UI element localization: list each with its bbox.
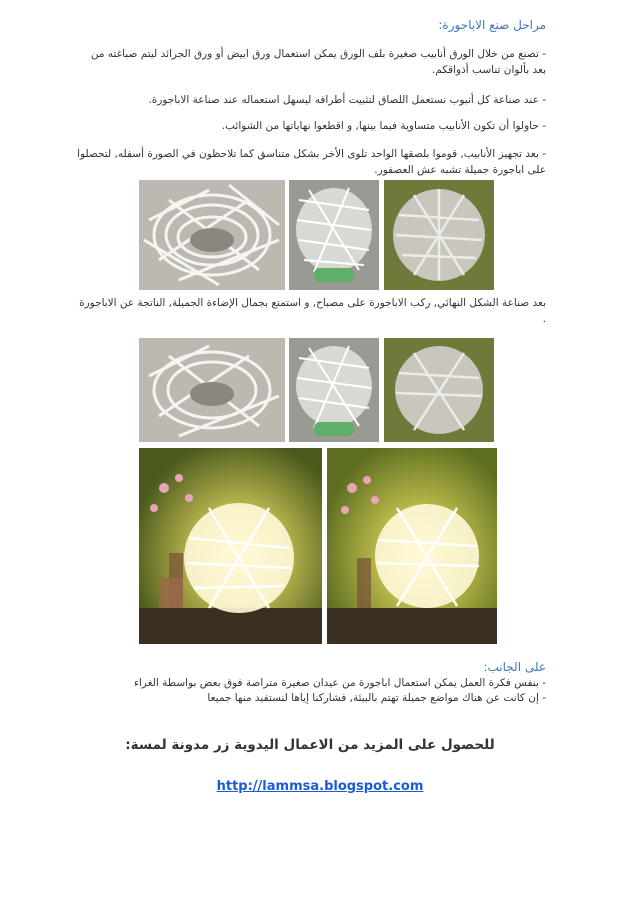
photo-tubes-on-base bbox=[289, 180, 379, 290]
more-crafts-text: للحصول على المزيد من الاعمال اليدوية زر مدونة لمسة: bbox=[125, 737, 495, 753]
blog-link[interactable]: http://lammsa.blogspot.com bbox=[216, 779, 424, 794]
photo-finished-ball-2 bbox=[384, 338, 494, 442]
photo-finished-ball bbox=[384, 180, 494, 290]
step-4-text: - بعد تجهيز الأنابيب, قوموا بلصقها الواحد تلوى الأخر بشكل متناسق كما تلاحظون في الصورة أسفله, لتحصلوا على اباجورة جميلة تشبه عش العصفور. bbox=[77, 148, 546, 176]
side-item: - إن كانت عن هناك مواضع جميلة تهتم بالبيئة, فشاركنا إياها لنستفيد منها جميعا bbox=[207, 692, 546, 704]
final-step-text: بعد صناعة الشكل النهائي, ركب الاباجورة على مصباح, و استمتع بجمال الإضاءة الجميلة, الناتجة عن الاباجورة . bbox=[79, 297, 546, 325]
step-1-text: - تصنع من خلال الورق أنابيب صغيرة بلف الورق يمكن استعمال ورق ابيض أو ورق الجرائد ليتم صباغته من بعد بألوان تناسب أذواقكم. bbox=[90, 48, 546, 76]
photo-lit-lamp-right bbox=[327, 448, 497, 644]
step-3-text: - حاولوا أن تكون الأنابيب متساوية فيما بينها, و اقطعوا نهاياتها من الشوائب. bbox=[221, 120, 546, 132]
side-item: - بنفس فكرة العمل يمكن استعمال اباجورة من عيدان صغيرة متراصة فوق بعض بواسطة الغراء bbox=[133, 677, 546, 689]
photo-tubes-on-base-2 bbox=[289, 338, 379, 442]
photo-lit-lamp-left bbox=[139, 448, 322, 644]
photo-paper-tubes-nest-2 bbox=[139, 338, 285, 442]
section-heading: مراحل صنع الاباجورة: bbox=[438, 18, 546, 32]
side-list bbox=[76, 676, 546, 706]
step-2-text: - عند صناعة كل أنبوب نستعمل اللصاق لتثبيت أطرافه ليسهل استعماله عند صناعة الاباجورة. bbox=[148, 94, 546, 106]
side-heading: على الجانب: bbox=[483, 660, 546, 674]
photo-paper-tubes-nest bbox=[139, 180, 285, 290]
